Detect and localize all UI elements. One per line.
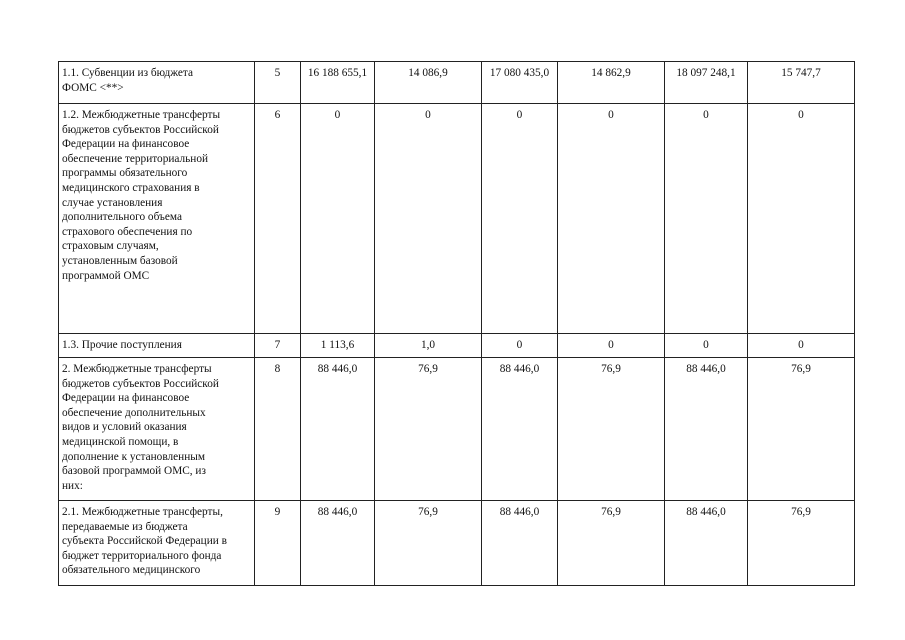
value-cell: 17 080 435,0	[482, 62, 558, 104]
table-row	[59, 358, 855, 501]
value-cell: 16 188 655,1	[301, 62, 375, 104]
value-cell: 0	[748, 334, 855, 358]
row-label: 1.1. Субвенции из бюджета ФОМС <**>	[59, 62, 255, 104]
table-row	[59, 334, 855, 358]
row-label: 2.1. Межбюджетные трансферты, передаваемые из бюджета субъекта Российской Федерации в бюджет территориального фонда обязательного медицинского	[59, 501, 255, 586]
value-cell: 0	[558, 334, 665, 358]
value-cell: 0	[665, 334, 748, 358]
value-cell: 1 113,6	[301, 334, 375, 358]
value-cell: 14 862,9	[558, 62, 665, 104]
value-cell: 15 747,7	[748, 62, 855, 104]
value-cell: 88 446,0	[482, 501, 558, 586]
value-cell: 0	[375, 104, 482, 334]
value-cell: 76,9	[748, 501, 855, 586]
row-code: 6	[255, 104, 301, 334]
table-row	[59, 501, 855, 586]
value-cell: 0	[748, 104, 855, 334]
value-cell: 0	[301, 104, 375, 334]
value-cell: 88 446,0	[665, 501, 748, 586]
value-cell: 88 446,0	[301, 501, 375, 586]
value-cell: 18 097 248,1	[665, 62, 748, 104]
value-cell: 0	[482, 104, 558, 334]
row-code: 9	[255, 501, 301, 586]
value-cell: 88 446,0	[482, 358, 558, 501]
value-cell: 14 086,9	[375, 62, 482, 104]
value-cell: 76,9	[375, 358, 482, 501]
value-cell: 76,9	[558, 358, 665, 501]
value-cell: 0	[482, 334, 558, 358]
value-cell: 1,0	[375, 334, 482, 358]
table-row	[59, 104, 855, 334]
value-cell: 88 446,0	[301, 358, 375, 501]
table-row	[59, 62, 855, 104]
financing-table	[58, 61, 855, 586]
row-code: 8	[255, 358, 301, 501]
value-cell: 0	[665, 104, 748, 334]
value-cell: 88 446,0	[665, 358, 748, 501]
row-label: 2. Межбюджетные трансферты бюджетов субъектов Российской Федерации на финансовое обеспечение дополнительных видов и условий оказания медицинской помощи, в дополнение к установленным базовой программой ОМС, из них:	[59, 358, 255, 501]
value-cell: 76,9	[558, 501, 665, 586]
value-cell: 0	[558, 104, 665, 334]
row-code: 5	[255, 62, 301, 104]
row-label: 1.2. Межбюджетные трансферты бюджетов субъектов Российской Федерации на финансовое обеспечение территориальной программы обязательного медицинского страхования в случае установления дополнительного объема страхового обеспечения по страховым случаям, установленным базовой программой ОМС	[59, 104, 255, 334]
row-label: 1.3. Прочие поступления	[59, 334, 255, 358]
row-code: 7	[255, 334, 301, 358]
value-cell: 76,9	[748, 358, 855, 501]
value-cell: 76,9	[375, 501, 482, 586]
